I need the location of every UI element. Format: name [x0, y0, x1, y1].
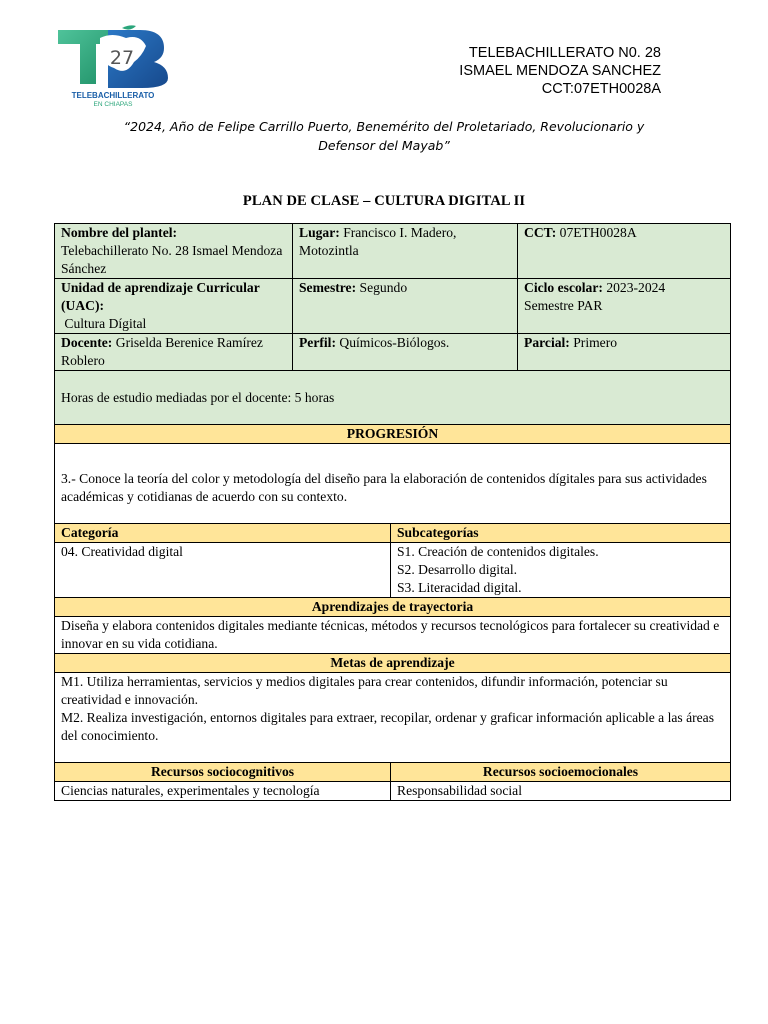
meta-m2: M2. Realiza investigación, entornos digitales para extraer, recopilar, ordenar y graficar información aplicable a las áreas del conocimiento.	[61, 710, 715, 743]
recursos-cog-header-text: Recursos sociocognitivos	[150, 764, 295, 779]
perfil-label: Perfil:	[299, 335, 336, 350]
metas-row	[55, 673, 731, 763]
uac-label: Unidad de aprendizaje Curricular (UAC):	[61, 280, 260, 313]
recursos-emo-cell	[391, 782, 731, 801]
progresion-header-row	[55, 425, 731, 444]
plantel-label: Nombre del plantel:	[61, 225, 178, 240]
categoria-value: 04. Creatividad digital	[61, 544, 183, 559]
school-name-line: TELEBACHILLERATO N0. 28	[468, 45, 661, 61]
metas-header-row	[55, 654, 731, 673]
ciclo-cell	[518, 279, 731, 334]
categoria-header	[55, 524, 391, 543]
metas-header	[55, 654, 731, 673]
svg-text:TELEBACHILLERATO: TELEBACHILLERATO	[71, 91, 155, 100]
lesson-plan-table	[54, 223, 731, 801]
cct-value: 07ETH0028A	[559, 225, 637, 240]
ciclo-value: 2023-2024	[606, 280, 666, 295]
horas-text: Horas de estudio mediadas por el docente: 5 horas	[61, 389, 335, 405]
uac-cell	[55, 279, 293, 334]
categoria-header-text: Categoría	[61, 525, 119, 540]
school-header	[459, 44, 661, 98]
lugar-cell	[293, 224, 518, 279]
docente-cell	[55, 334, 293, 371]
progresion-row	[55, 444, 731, 524]
recursos-emo-header	[391, 763, 731, 782]
recursos-cog-header	[55, 763, 391, 782]
recursos-emo-value: Responsabilidad social	[397, 783, 522, 798]
aprendizajes-text: Diseña y elabora contenidos digitales mediante técnicas, métodos y recursos tecnológicos para fortalecer su creatividad e innovar en su vida cotidiana.	[61, 618, 720, 651]
horas-cell	[55, 371, 731, 425]
info-row-horas	[55, 371, 731, 425]
plantel-value: Telebachillerato No. 28 Ismael Mendoza Sánchez	[61, 243, 283, 276]
progresion-text: 3.- Conoce la teoría del color y metodología del diseño para la elaboración de contenidos dígitales para sus actividades académicas y cotidianas de acuerdo con su contexto.	[61, 471, 707, 504]
cct-label: CCT:	[524, 225, 557, 240]
cct-cell	[518, 224, 731, 279]
year-motto	[60, 117, 708, 155]
logo-mark-icon	[56, 24, 172, 110]
uac-value: Cultura Dígital	[64, 316, 147, 331]
docente-label: Docente:	[61, 335, 113, 350]
progresion-header	[55, 425, 731, 444]
school-patron-line: ISMAEL MENDOZA SANCHEZ	[459, 63, 661, 79]
meta-m1: M1. Utiliza herramientas, servicios y medios digitales para crear contenidos, difundir información, potenciar su creatividad e innovación.	[61, 674, 668, 707]
aprendizajes-header	[55, 598, 731, 617]
perfil-value: Químicos-Biólogos.	[339, 335, 450, 350]
semestre-cell	[293, 279, 518, 334]
docente-value: Griselda Berenice Ramírez Roblero	[61, 335, 263, 368]
aprendizajes-cell	[55, 617, 731, 654]
categoria-cell	[55, 543, 391, 598]
subcategoria-item: S2. Desarrollo digital.	[397, 562, 518, 577]
progresion-header-text: PROGRESIÓN	[346, 426, 439, 441]
school-cct-line: CCT:07ETH0028A	[541, 81, 661, 97]
progresion-cell	[55, 444, 731, 524]
ciclo-label: Ciclo escolar:	[524, 280, 603, 295]
svg-text:EN CHIAPAS: EN CHIAPAS	[93, 101, 133, 108]
info-row-uac	[55, 279, 731, 334]
lugar-label: Lugar:	[299, 225, 340, 240]
parcial-value: Primero	[573, 335, 618, 350]
recursos-cog-cell	[55, 782, 391, 801]
recursos-emo-header-text: Recursos socioemocionales	[482, 764, 639, 779]
semestre-label: Semestre:	[299, 280, 357, 295]
aprendizajes-header-row	[55, 598, 731, 617]
motto-line-2: Defensor del Mayab”	[318, 138, 450, 153]
metas-header-text: Metas de aprendizaje	[330, 655, 455, 670]
subcategorias-header-text: Subcategorías	[397, 525, 479, 540]
aprendizajes-row	[55, 617, 731, 654]
subcategoria-item: S1. Creación de contenidos digitales.	[397, 544, 599, 559]
svg-text:27: 27	[109, 47, 135, 69]
semestre-value: Segundo	[359, 280, 408, 295]
recursos-header-row	[55, 763, 731, 782]
parcial-label: Parcial:	[524, 335, 570, 350]
motto-line-1: “2024, Año de Felipe Carrillo Puerto, Benemérito del Proletariado, Revolucionario y	[123, 119, 645, 134]
categoria-row	[55, 543, 731, 598]
categoria-header-row	[55, 524, 731, 543]
subcategorias-cell	[391, 543, 731, 598]
school-logo	[56, 24, 172, 110]
parcial-cell	[518, 334, 731, 371]
perfil-cell	[293, 334, 518, 371]
subcategoria-item: S3. Literacidad digital.	[397, 580, 522, 595]
lugar-value: Francisco I. Madero, Motozintla	[299, 225, 457, 258]
metas-cell	[55, 673, 731, 763]
info-row-plantel	[55, 224, 731, 279]
ciclo-extra: Semestre PAR	[524, 298, 603, 313]
aprendizajes-header-text: Aprendizajes de trayectoria	[311, 599, 474, 614]
plantel-cell	[55, 224, 293, 279]
document-title: PLAN DE CLASE – CULTURA DIGITAL II	[242, 193, 526, 209]
recursos-cog-value: Ciencias naturales, experimentales y tecnología	[61, 783, 320, 798]
info-row-docente	[55, 334, 731, 371]
subcategorias-header	[391, 524, 731, 543]
recursos-row	[55, 782, 731, 801]
